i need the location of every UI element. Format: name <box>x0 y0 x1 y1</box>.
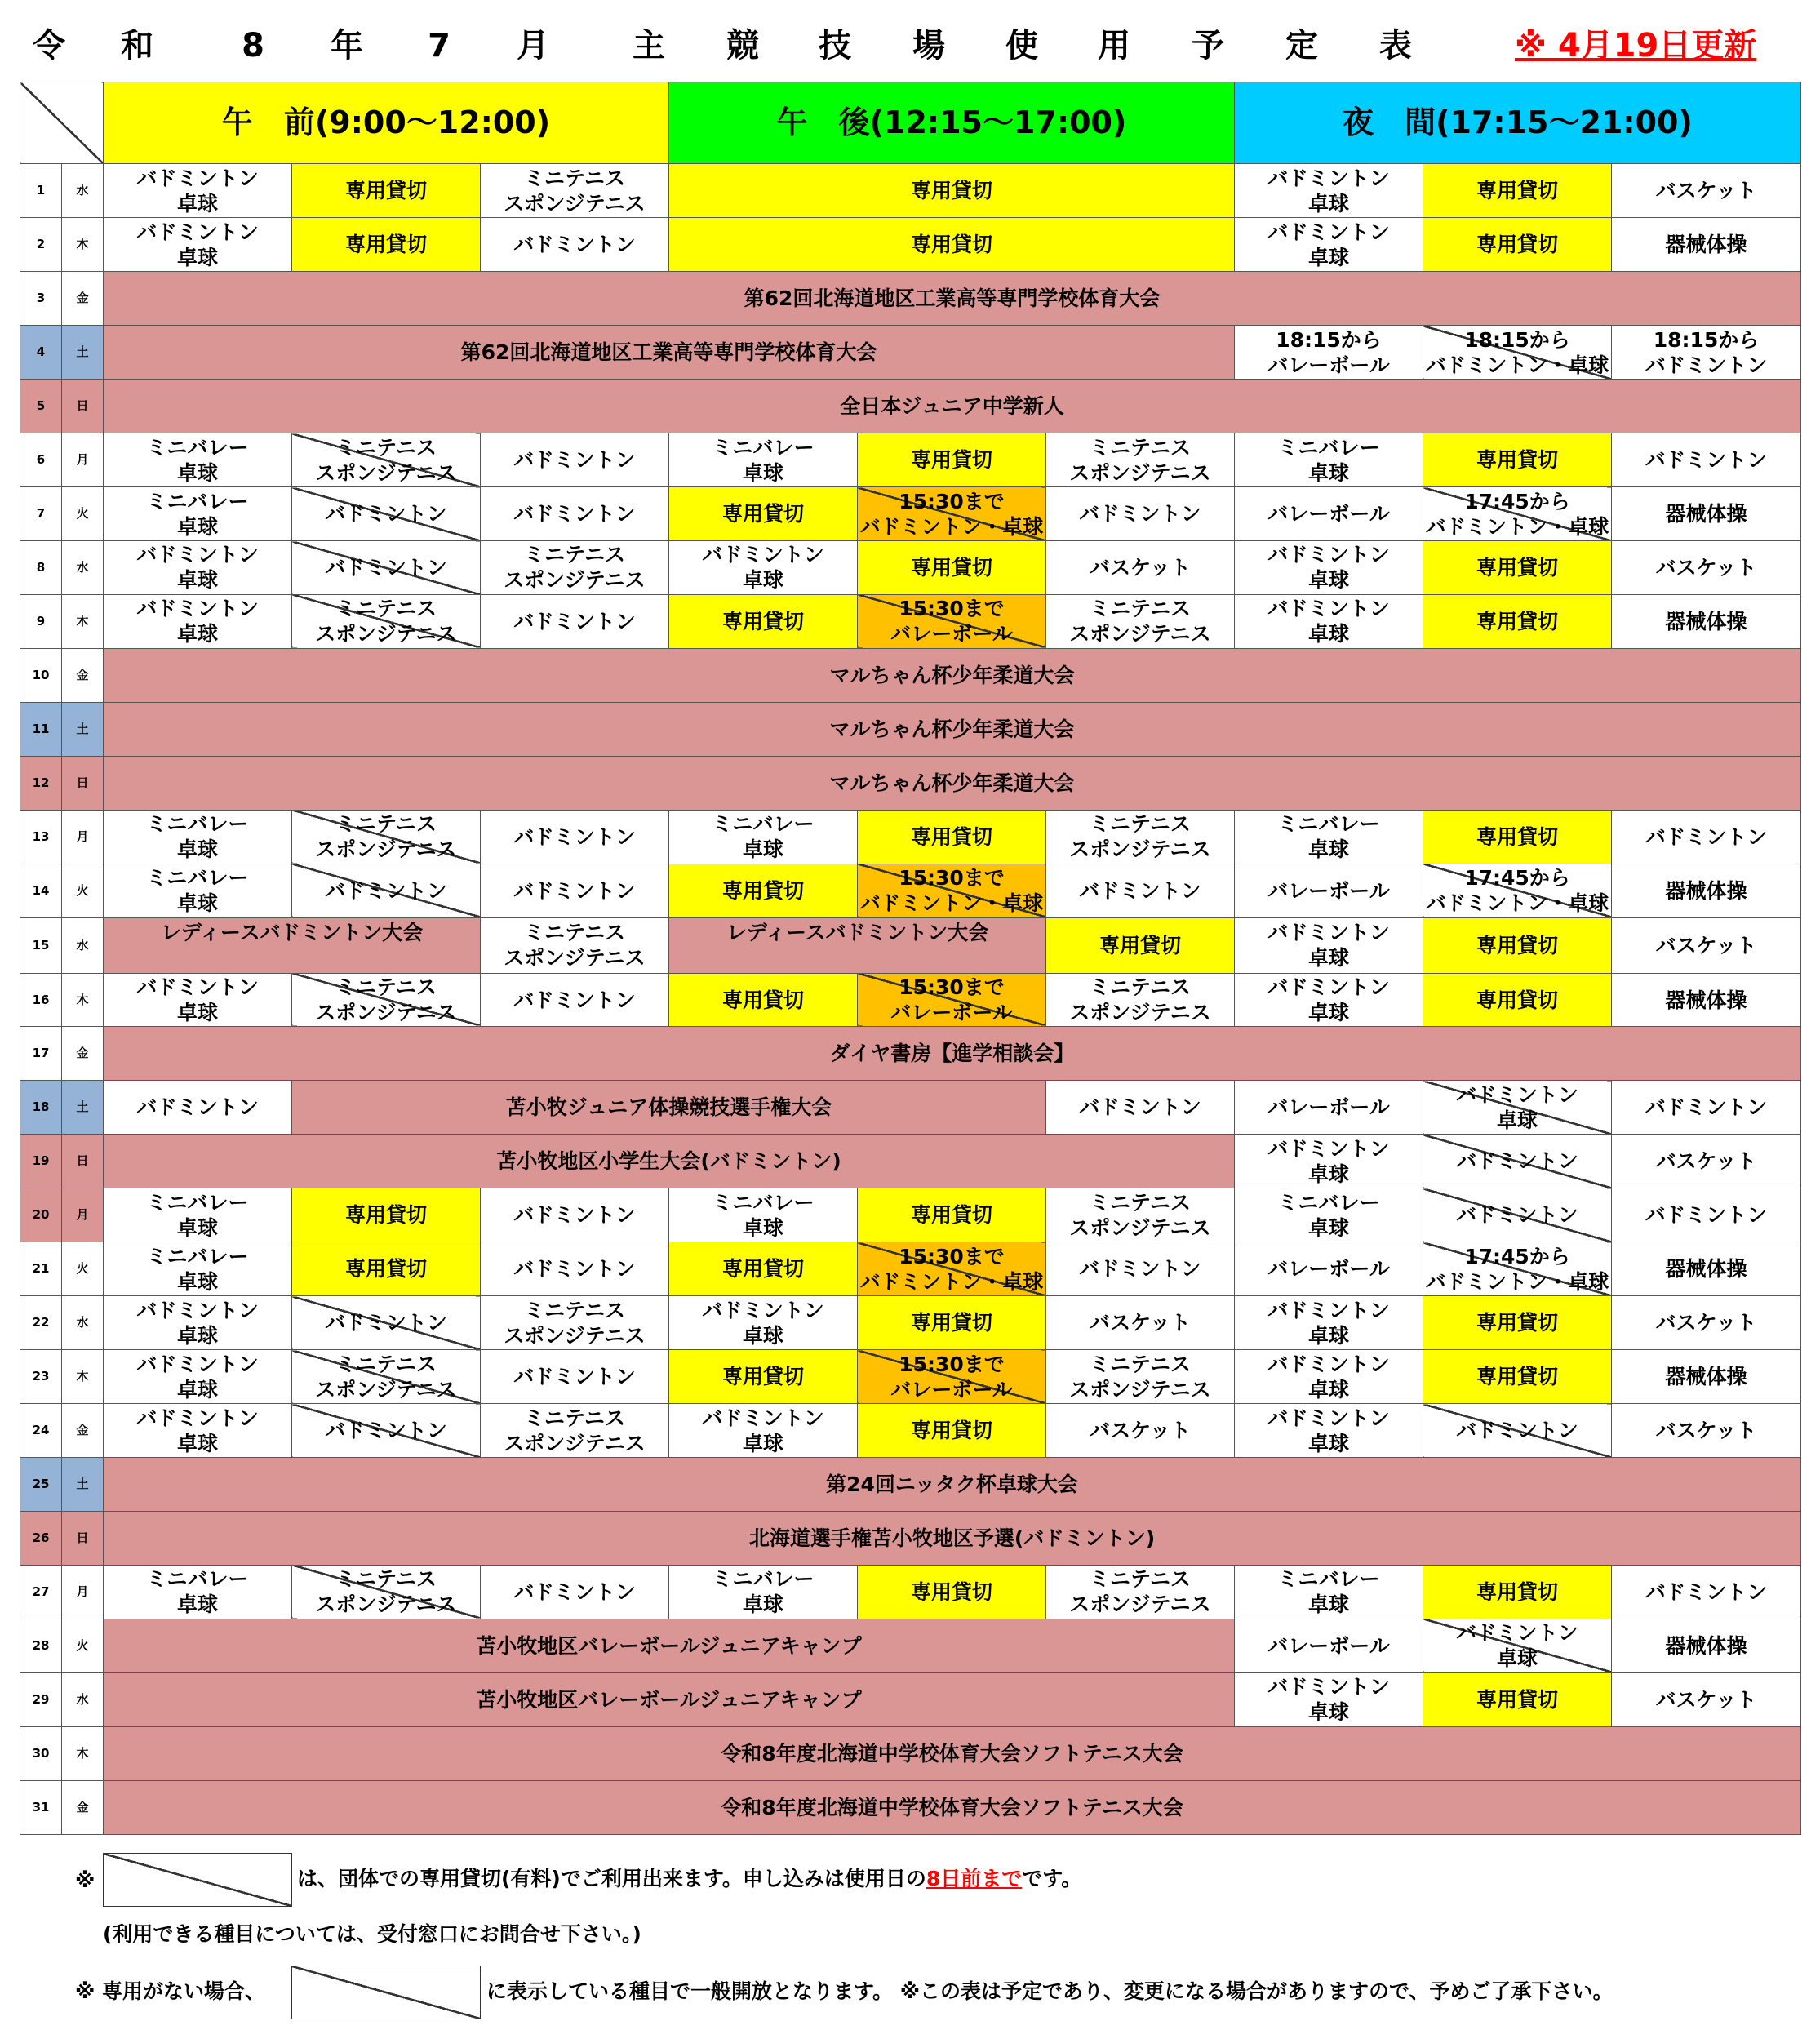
general-open-cell: バドミントン 卓球 <box>1423 1081 1612 1135</box>
schedule-cell: バドミントン <box>481 1350 669 1404</box>
schedule-cell: ミニバレー 卓球 <box>669 1565 858 1619</box>
title-char: 定 <box>1285 27 1318 64</box>
day-number: 4 <box>20 326 62 380</box>
general-open-cell: 15:30まで バレーボール <box>858 973 1046 1027</box>
schedule-cell: ミニテニス スポンジテニス <box>1046 594 1235 648</box>
schedule-cell: ミニバレー 卓球 <box>1235 1565 1423 1619</box>
day-row <box>20 1457 1801 1511</box>
day-of-week: 月 <box>62 1188 104 1242</box>
schedule-cell: バドミントン <box>1612 1188 1801 1242</box>
general-open-cell: 15:30まで バレーボール <box>858 594 1046 648</box>
general-open-cell: 15:30まで バドミントン・卓球 <box>858 487 1046 541</box>
day-number: 27 <box>20 1565 62 1619</box>
title-char: 競 <box>726 27 759 64</box>
schedule-cell: バドミントン 卓球 <box>1235 218 1423 272</box>
lease-cell: 専用貸切 <box>1423 164 1612 218</box>
schedule-cell: 器械体操 <box>1612 1242 1801 1296</box>
note-2-text: (利用できる種目については、受付窓口にお問合せ下さい。) <box>103 1922 641 1946</box>
schedule-cell: バドミントン 卓球 <box>104 164 292 218</box>
day-row <box>20 1188 1801 1242</box>
lease-cell: 専用貸切 <box>669 218 1235 272</box>
lease-cell: 専用貸切 <box>1423 1296 1612 1350</box>
day-of-week: 火 <box>62 864 104 917</box>
lease-cell: 専用貸切 <box>1423 594 1612 648</box>
schedule-cell: 器械体操 <box>1612 594 1801 648</box>
schedule-cell: ミニテニス スポンジテニス <box>1046 810 1235 864</box>
schedule-cell: バドミントン <box>1046 487 1235 541</box>
day-row <box>20 1242 1801 1296</box>
header-am: 午 前(9:00～12:00) <box>104 82 669 164</box>
event-cell: 第62回北海道地区工業高等専門学校体育大会 <box>104 272 1801 326</box>
schedule-cell: ミニバレー 卓球 <box>1235 1188 1423 1242</box>
schedule-cell: ミニテニス スポンジテニス <box>1046 973 1235 1027</box>
schedule-cell: ミニバレー 卓球 <box>669 433 858 487</box>
general-open-cell: バドミントン <box>292 864 481 917</box>
update-note: ※ 4月19日更新 <box>1515 27 1757 64</box>
day-of-week: 日 <box>62 756 104 810</box>
event-cell: 北海道選手権苫小牧地区予選(バドミントン) <box>104 1511 1801 1565</box>
day-of-week: 火 <box>62 1242 104 1296</box>
schedule-cell: ミニテニス スポンジテニス <box>481 541 669 595</box>
general-open-cell: ミニテニス スポンジテニス <box>292 810 481 864</box>
schedule-cell: バドミントン <box>1612 810 1801 864</box>
schedule-cell: バスケット <box>1046 1404 1235 1458</box>
schedule-cell: バドミントン 卓球 <box>1235 541 1423 595</box>
title-char: 使 <box>1005 27 1038 64</box>
schedule-cell: ミニバレー 卓球 <box>104 864 292 917</box>
day-number: 6 <box>20 433 62 487</box>
event-cell: マルちゃん杯少年柔道大会 <box>104 648 1801 702</box>
schedule-cell: バレーボール <box>1235 1242 1423 1296</box>
event-cell: レディースバドミントン大会 <box>104 917 481 973</box>
schedule-cell: バドミントン <box>481 1242 669 1296</box>
general-open-cell: 15:30まで バドミントン・卓球 <box>858 1242 1046 1296</box>
day-row <box>20 1565 1801 1619</box>
event-cell: 令和8年度北海道中学校体育大会ソフトテニス大会 <box>104 1726 1801 1780</box>
schedule-cell: 器械体操 <box>1612 487 1801 541</box>
schedule-cell: ミニテニス スポンジテニス <box>481 164 669 218</box>
event-cell: 苫小牧地区バレーボールジュニアキャンプ <box>104 1619 1235 1672</box>
day-number: 20 <box>20 1188 62 1242</box>
title-char: 主 <box>633 27 665 64</box>
lease-cell: 専用貸切 <box>1423 433 1612 487</box>
day-row <box>20 1672 1801 1726</box>
event-cell: 令和8年度北海道中学校体育大会ソフトテニス大会 <box>104 1780 1801 1834</box>
schedule-cell: ミニテニス スポンジテニス <box>481 1404 669 1458</box>
day-row <box>20 218 1801 272</box>
title-char: 技 <box>819 27 851 64</box>
schedule-cell: ミニテニス スポンジテニス <box>1046 1350 1235 1404</box>
day-of-week: 日 <box>62 380 104 433</box>
schedule-cell: バドミントン 卓球 <box>104 594 292 648</box>
schedule-cell: バスケット <box>1612 1135 1801 1188</box>
day-row <box>20 917 1801 973</box>
day-row <box>20 541 1801 595</box>
header-row <box>20 82 1801 164</box>
general-open-cell: バドミントン 卓球 <box>1423 1619 1612 1672</box>
lease-cell: 専用貸切 <box>292 218 481 272</box>
schedule-cell: バドミントン <box>1046 864 1235 917</box>
title-char: 場 <box>912 27 945 64</box>
day-number: 29 <box>20 1672 62 1726</box>
day-number: 1 <box>20 164 62 218</box>
schedule-cell: バドミントン 卓球 <box>669 1404 858 1458</box>
general-open-cell: ミニテニス スポンジテニス <box>292 973 481 1027</box>
day-number: 3 <box>20 272 62 326</box>
event-cell: マルちゃん杯少年柔道大会 <box>104 702 1801 756</box>
day-of-week: 土 <box>62 326 104 380</box>
lease-cell: 専用貸切 <box>1423 1565 1612 1619</box>
title-char: 7 <box>428 27 451 64</box>
day-of-week: 木 <box>62 218 104 272</box>
schedule-cell: バドミントン 卓球 <box>104 1296 292 1350</box>
day-number: 19 <box>20 1135 62 1188</box>
general-open-cell: 17:45から バドミントン・卓球 <box>1423 1242 1612 1296</box>
schedule-cell: バスケット <box>1612 917 1801 973</box>
schedule-cell: バドミントン 卓球 <box>1235 1135 1423 1188</box>
schedule-cell: バドミントン <box>481 1565 669 1619</box>
lease-cell: 専用貸切 <box>1423 1350 1612 1404</box>
schedule-cell: ミニテニス スポンジテニス <box>1046 1188 1235 1242</box>
day-number: 21 <box>20 1242 62 1296</box>
lease-cell: 専用貸切 <box>858 433 1046 487</box>
day-row <box>20 433 1801 487</box>
lease-cell: 専用貸切 <box>1423 917 1612 973</box>
day-row <box>20 810 1801 864</box>
lease-cell: 専用貸切 <box>1423 810 1612 864</box>
schedule-cell: バレーボール <box>1235 1081 1423 1135</box>
event-cell: 苫小牧ジュニア体操競技選手権大会 <box>292 1081 1046 1135</box>
schedule-cell: ミニバレー 卓球 <box>1235 810 1423 864</box>
general-open-cell: ミニテニス スポンジテニス <box>292 594 481 648</box>
schedule-cell: ミニテニス スポンジテニス <box>1046 433 1235 487</box>
day-of-week: 土 <box>62 1457 104 1511</box>
day-row <box>20 326 1801 380</box>
general-open-cell: バドミントン <box>292 541 481 595</box>
schedule-cell: バスケット <box>1612 1296 1801 1350</box>
day-of-week: 金 <box>62 1780 104 1834</box>
header-night: 夜 間(17:15～21:00) <box>1235 82 1801 164</box>
day-number: 28 <box>20 1619 62 1672</box>
general-open-cell: バドミントン <box>1423 1404 1612 1458</box>
day-number: 15 <box>20 917 62 973</box>
day-number: 10 <box>20 648 62 702</box>
schedule-cell: バスケット <box>1612 1672 1801 1726</box>
schedule-cell: バドミントン <box>1612 1081 1801 1135</box>
general-open-cell: ミニテニス スポンジテニス <box>292 433 481 487</box>
lease-cell: 専用貸切 <box>669 1350 858 1404</box>
lease-cell: 専用貸切 <box>669 164 1235 218</box>
schedule-cell: 18:15から バドミントン <box>1612 326 1801 380</box>
day-of-week: 水 <box>62 1296 104 1350</box>
day-of-week: 月 <box>62 1565 104 1619</box>
schedule-cell: バドミントン 卓球 <box>104 973 292 1027</box>
day-of-week: 水 <box>62 1672 104 1726</box>
day-number: 31 <box>20 1780 62 1834</box>
title-char: 用 <box>1098 27 1130 64</box>
schedule-cell: バドミントン 卓球 <box>1235 164 1423 218</box>
day-number: 22 <box>20 1296 62 1350</box>
event-cell: 苫小牧地区バレーボールジュニアキャンプ <box>104 1672 1235 1726</box>
schedule-cell: バスケット <box>1046 1296 1235 1350</box>
day-of-week: 木 <box>62 1726 104 1780</box>
schedule-cell: ミニバレー 卓球 <box>104 1242 292 1296</box>
day-of-week: 月 <box>62 810 104 864</box>
day-of-week: 土 <box>62 702 104 756</box>
schedule-cell: バドミントン <box>481 487 669 541</box>
title-char: 月 <box>517 27 549 64</box>
day-number: 11 <box>20 702 62 756</box>
day-number: 26 <box>20 1511 62 1565</box>
day-number: 12 <box>20 756 62 810</box>
schedule-cell: ミニバレー 卓球 <box>104 433 292 487</box>
title-char: 令 <box>33 27 65 64</box>
schedule-cell: ミニバレー 卓球 <box>104 487 292 541</box>
schedule-cell: バドミントン <box>481 218 669 272</box>
day-number: 2 <box>20 218 62 272</box>
day-of-week: 金 <box>62 272 104 326</box>
general-open-cell: バドミントン <box>1423 1135 1612 1188</box>
day-of-week: 日 <box>62 1135 104 1188</box>
day-row <box>20 1350 1801 1404</box>
schedule-cell: バドミントン <box>1046 1081 1235 1135</box>
day-row <box>20 1619 1801 1672</box>
schedule-cell: バドミントン 卓球 <box>1235 917 1423 973</box>
schedule-cell: バドミントン <box>1046 1242 1235 1296</box>
event-cell: 全日本ジュニア中学新人 <box>104 380 1801 433</box>
lease-cell: 専用貸切 <box>858 810 1046 864</box>
day-of-week: 火 <box>62 487 104 541</box>
schedule-cell: ミニバレー 卓球 <box>104 810 292 864</box>
schedule-cell: バドミントン 卓球 <box>104 541 292 595</box>
general-open-cell: ミニテニス スポンジテニス <box>292 1565 481 1619</box>
schedule-cell: 器械体操 <box>1612 1350 1801 1404</box>
lease-cell: 専用貸切 <box>858 1188 1046 1242</box>
lease-cell: 専用貸切 <box>1423 541 1612 595</box>
lease-cell: 専用貸切 <box>669 487 858 541</box>
day-number: 25 <box>20 1457 62 1511</box>
day-row <box>20 973 1801 1027</box>
lease-cell: 専用貸切 <box>292 1242 481 1296</box>
day-of-week: 金 <box>62 648 104 702</box>
schedule-cell: 器械体操 <box>1612 1619 1801 1672</box>
day-row <box>20 1296 1801 1350</box>
day-of-week: 金 <box>62 1404 104 1458</box>
schedule-cell: バスケット <box>1612 541 1801 595</box>
day-number: 18 <box>20 1081 62 1135</box>
schedule-cell: バスケット <box>1612 1404 1801 1458</box>
day-row <box>20 1135 1801 1188</box>
lease-cell: 専用貸切 <box>1423 218 1612 272</box>
schedule-cell: 18:15から バレーボール <box>1235 326 1423 380</box>
title-char: 和 <box>121 27 153 64</box>
day-row <box>20 380 1801 433</box>
day-of-week: 火 <box>62 1619 104 1672</box>
header-pm: 午 後(12:15～17:00) <box>669 82 1235 164</box>
day-number: 9 <box>20 594 62 648</box>
lease-cell: 専用貸切 <box>292 164 481 218</box>
schedule-cell: バスケット <box>1046 541 1235 595</box>
schedule-cell: バドミントン 卓球 <box>1235 1672 1423 1726</box>
schedule-cell: バドミントン <box>481 973 669 1027</box>
schedule-cell: バドミントン <box>481 594 669 648</box>
schedule-cell: バドミントン <box>481 810 669 864</box>
note-1-mark: ※ <box>75 1868 95 1892</box>
schedule-cell: バドミントン <box>104 1081 292 1135</box>
note-3-a: ※ 専用がない場合、 <box>75 1979 266 2003</box>
general-open-cell: バドミントン <box>1423 1188 1612 1242</box>
day-number: 16 <box>20 973 62 1027</box>
day-row <box>20 164 1801 218</box>
schedule-cell: バドミントン 卓球 <box>1235 594 1423 648</box>
lease-cell: 専用貸切 <box>1046 917 1235 973</box>
day-number: 14 <box>20 864 62 917</box>
schedule-cell: ミニバレー 卓球 <box>669 1188 858 1242</box>
day-row <box>20 1511 1801 1565</box>
event-cell: 苫小牧地区小学生大会(バドミントン) <box>104 1135 1235 1188</box>
lease-cell: 専用貸切 <box>858 1565 1046 1619</box>
schedule-cell: バドミントン 卓球 <box>104 1404 292 1458</box>
day-number: 13 <box>20 810 62 864</box>
schedule-cell: ミニテニス スポンジテニス <box>481 917 669 973</box>
day-row <box>20 648 1801 702</box>
day-row <box>20 1404 1801 1458</box>
lease-cell: 専用貸切 <box>669 1242 858 1296</box>
lease-cell: 専用貸切 <box>858 1296 1046 1350</box>
event-cell: レディースバドミントン大会 <box>669 917 1046 973</box>
day-of-week: 木 <box>62 594 104 648</box>
schedule-cell: バドミントン 卓球 <box>1235 973 1423 1027</box>
event-cell: マルちゃん杯少年柔道大会 <box>104 756 1801 810</box>
event-cell: 第24回ニッタク杯卓球大会 <box>104 1457 1801 1511</box>
day-of-week: 金 <box>62 1027 104 1081</box>
lease-cell: 専用貸切 <box>1423 1672 1612 1726</box>
schedule-cell: ミニバレー 卓球 <box>104 1188 292 1242</box>
day-number: 24 <box>20 1404 62 1458</box>
lease-cell: 専用貸切 <box>669 864 858 917</box>
schedule-cell: バドミントン 卓球 <box>1235 1404 1423 1458</box>
general-open-cell: 17:45から バドミントン・卓球 <box>1423 487 1612 541</box>
schedule-cell: ミニバレー 卓球 <box>669 810 858 864</box>
schedule-cell: バドミントン <box>481 864 669 917</box>
day-number: 8 <box>20 541 62 595</box>
schedule-cell: バドミントン 卓球 <box>1235 1350 1423 1404</box>
day-number: 23 <box>20 1350 62 1404</box>
title-char: 年 <box>331 27 363 64</box>
general-open-cell: 18:15から バドミントン・卓球 <box>1423 326 1612 380</box>
schedule-cell: バレーボール <box>1235 1619 1423 1672</box>
schedule-cell: バドミントン <box>481 433 669 487</box>
schedule-cell: 器械体操 <box>1612 864 1801 917</box>
day-of-week: 水 <box>62 917 104 973</box>
schedule-cell: バドミントン <box>1612 1565 1801 1619</box>
event-cell: ダイヤ書房【進学相談会】 <box>104 1027 1801 1081</box>
title-char: 8 <box>242 27 264 64</box>
note-slash-box-2 <box>291 1966 481 2019</box>
schedule-cell: バドミントン <box>1612 433 1801 487</box>
page-title <box>24 21 1757 70</box>
day-of-week: 月 <box>62 433 104 487</box>
lease-cell: 専用貸切 <box>858 1404 1046 1458</box>
general-open-cell: バドミントン <box>292 487 481 541</box>
day-row <box>20 594 1801 648</box>
lease-cell: 専用貸切 <box>858 541 1046 595</box>
schedule-cell: バドミントン 卓球 <box>669 541 858 595</box>
lease-cell: 専用貸切 <box>669 594 858 648</box>
note-slash-box-1 <box>103 1853 292 1907</box>
day-row <box>20 1780 1801 1834</box>
day-row <box>20 487 1801 541</box>
schedule-table <box>20 82 1801 1835</box>
day-of-week: 木 <box>62 973 104 1027</box>
title-char: 表 <box>1379 27 1412 64</box>
schedule-cell: バドミントン 卓球 <box>104 218 292 272</box>
lease-cell: 専用貸切 <box>669 973 858 1027</box>
title-char: 予 <box>1192 27 1224 64</box>
day-of-week: 木 <box>62 1350 104 1404</box>
schedule-cell: バレーボール <box>1235 864 1423 917</box>
schedule-cell: バドミントン 卓球 <box>669 1296 858 1350</box>
corner-cell <box>20 82 104 164</box>
schedule-cell: 器械体操 <box>1612 973 1801 1027</box>
day-row <box>20 702 1801 756</box>
schedule-cell: バドミントン 卓球 <box>104 1350 292 1404</box>
day-number: 5 <box>20 380 62 433</box>
note-3-b: に表示している種目で一般開放となります。 ※この表は予定であり、変更になる場合がありますので、予めご了承下さい。 <box>486 1979 1614 2003</box>
day-of-week: 水 <box>62 164 104 218</box>
day-row <box>20 864 1801 917</box>
general-open-cell: 17:45から バドミントン・卓球 <box>1423 864 1612 917</box>
schedule-cell: バドミントン <box>481 1188 669 1242</box>
schedule-cell: ミニバレー 卓球 <box>104 1565 292 1619</box>
day-number: 17 <box>20 1027 62 1081</box>
day-row <box>20 1726 1801 1780</box>
general-open-cell: バドミントン <box>292 1404 481 1458</box>
general-open-cell: バドミントン <box>292 1296 481 1350</box>
day-number: 30 <box>20 1726 62 1780</box>
day-of-week: 土 <box>62 1081 104 1135</box>
event-cell: 第62回北海道地区工業高等専門学校体育大会 <box>104 326 1235 380</box>
lease-cell: 専用貸切 <box>292 1188 481 1242</box>
day-row <box>20 756 1801 810</box>
day-row <box>20 1027 1801 1081</box>
schedule-cell: ミニテニス スポンジテニス <box>1046 1565 1235 1619</box>
general-open-cell: 15:30まで バドミントン・卓球 <box>858 864 1046 917</box>
day-number: 7 <box>20 487 62 541</box>
day-of-week: 日 <box>62 1511 104 1565</box>
day-row <box>20 272 1801 326</box>
day-row <box>20 1081 1801 1135</box>
general-open-cell: ミニテニス スポンジテニス <box>292 1350 481 1404</box>
schedule-cell: バスケット <box>1612 164 1801 218</box>
schedule-cell: ミニバレー 卓球 <box>1235 433 1423 487</box>
lease-cell: 専用貸切 <box>1423 973 1612 1027</box>
schedule-cell: バドミントン 卓球 <box>1235 1296 1423 1350</box>
general-open-cell: 15:30まで バレーボール <box>858 1350 1046 1404</box>
note-1-text: は、団体での専用貸切(有料)でご利用出来ます。申し込みは使用日の8日前までです。 <box>297 1867 1082 1890</box>
schedule-cell: 器械体操 <box>1612 218 1801 272</box>
day-of-week: 水 <box>62 541 104 595</box>
schedule-cell: ミニテニス スポンジテニス <box>481 1296 669 1350</box>
schedule-cell: バレーボール <box>1235 487 1423 541</box>
